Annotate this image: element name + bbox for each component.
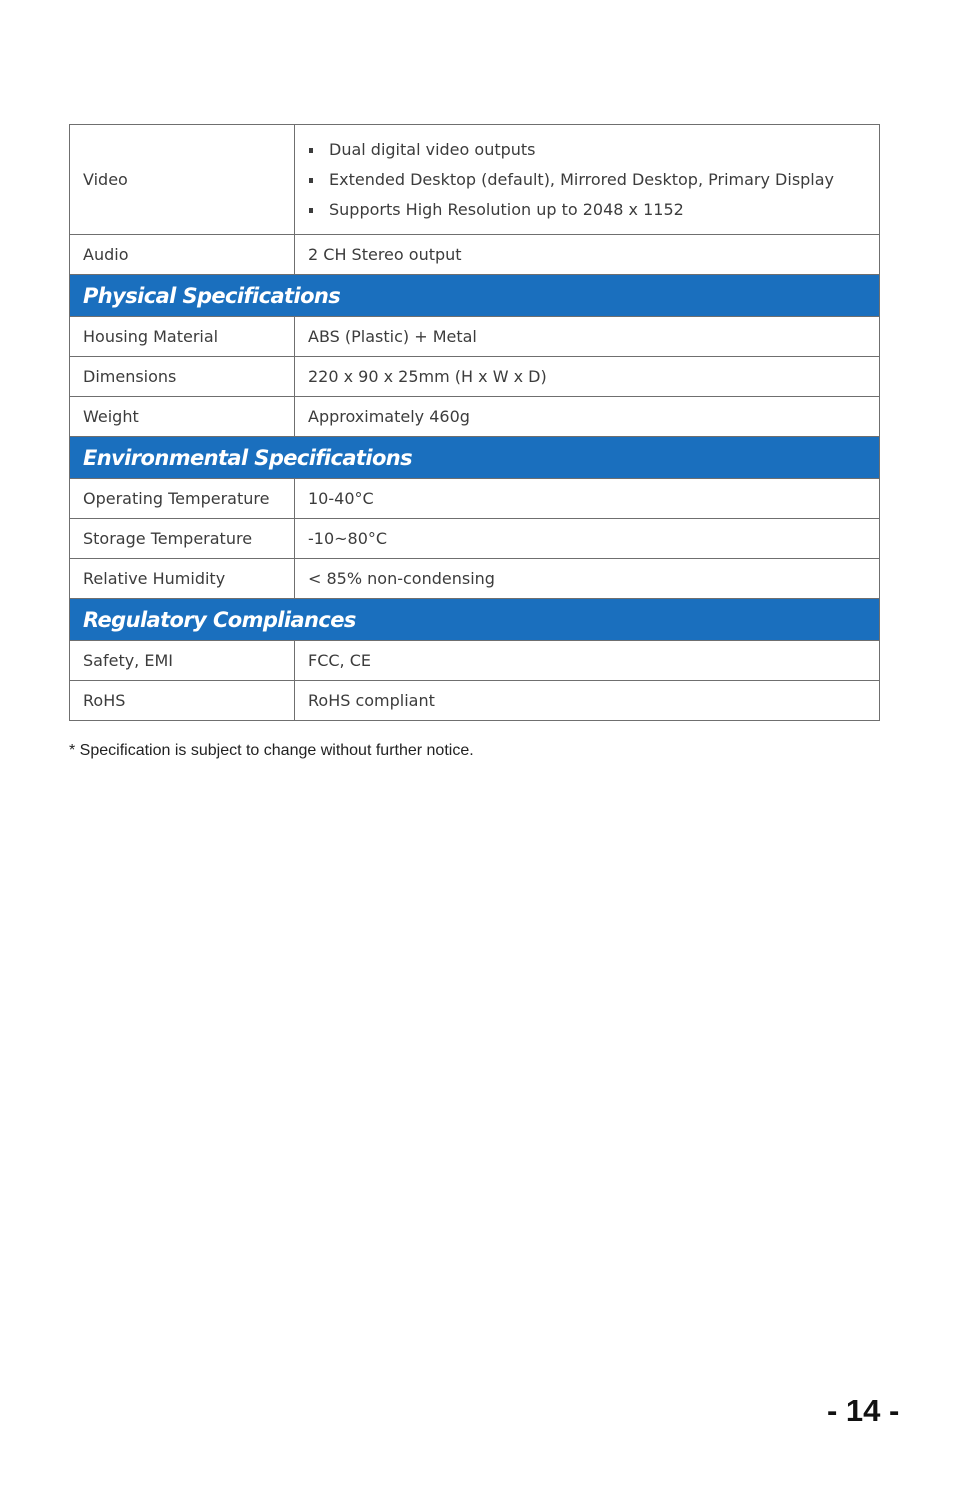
row-label: Video (70, 125, 295, 235)
list-item-text: Dual digital video outputs (329, 139, 536, 159)
section-title: Regulatory Compliances (70, 599, 880, 641)
list-item (308, 165, 866, 195)
table-row (70, 559, 880, 599)
table-row (70, 317, 880, 357)
table-row (70, 397, 880, 437)
section-header-environmental (70, 437, 880, 479)
row-value: 10-40°C (295, 479, 880, 519)
row-label: RoHS (70, 681, 295, 721)
row-value: 220 x 90 x 25mm (H x W x D) (295, 357, 880, 397)
table-row (70, 681, 880, 721)
bullet-icon (309, 148, 313, 153)
section-title: Physical Specifications (70, 275, 880, 317)
bullet-icon (309, 178, 313, 183)
section-header-physical (70, 275, 880, 317)
row-value: < 85% non-condensing (295, 559, 880, 599)
section-header-regulatory (70, 599, 880, 641)
table-row-video (70, 125, 880, 235)
row-label: Relative Humidity (70, 559, 295, 599)
bullet-icon (309, 208, 313, 213)
row-label: Weight (70, 397, 295, 437)
list-item (308, 195, 866, 225)
row-value: ABS (Plastic) + Metal (295, 317, 880, 357)
table-row-audio (70, 235, 880, 275)
row-label: Housing Material (70, 317, 295, 357)
table-row (70, 479, 880, 519)
row-label: Operating Temperature (70, 479, 295, 519)
row-value: FCC, CE (295, 641, 880, 681)
row-label: Safety, EMI (70, 641, 295, 681)
specifications-table (69, 124, 880, 721)
row-value: -10~80°C (295, 519, 880, 559)
row-label: Storage Temperature (70, 519, 295, 559)
list-item-text: Supports High Resolution up to 2048 x 1152 (329, 199, 684, 219)
table-row (70, 519, 880, 559)
row-label: Dimensions (70, 357, 295, 397)
footnote: * Specification is subject to change without further notice. (69, 742, 474, 759)
row-value: 2 CH Stereo output (295, 235, 880, 275)
list-item-text: Extended Desktop (default), Mirrored Desktop, Primary Display (329, 169, 835, 189)
video-feature-list (308, 135, 866, 225)
row-value: Approximately 460g (295, 397, 880, 437)
row-value (295, 125, 880, 235)
table-row (70, 641, 880, 681)
table-row (70, 357, 880, 397)
row-label: Audio (70, 235, 295, 275)
section-title: Environmental Specifications (70, 437, 880, 479)
page-number: - 14 - (827, 1393, 900, 1428)
list-item (308, 135, 866, 165)
row-value: RoHS compliant (295, 681, 880, 721)
